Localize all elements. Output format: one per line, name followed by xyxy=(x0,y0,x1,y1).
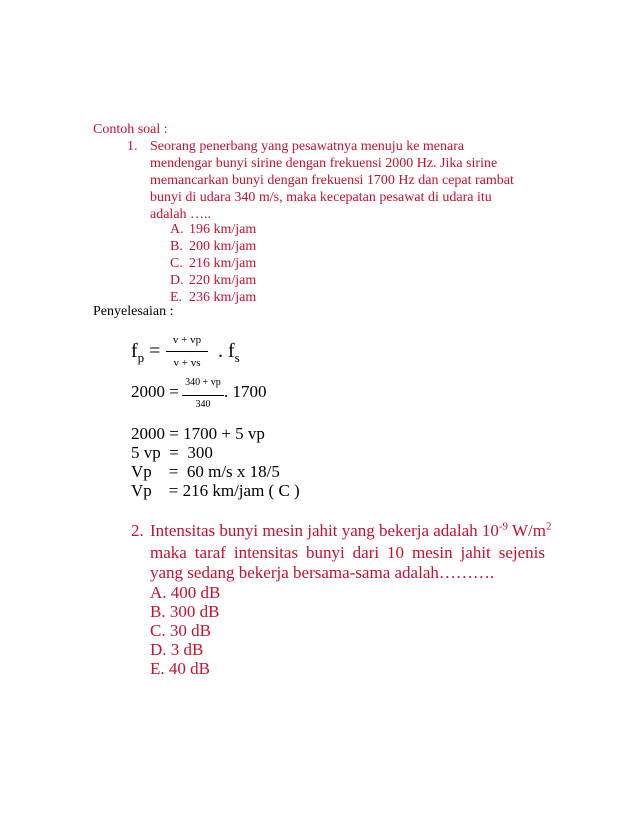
q1-option-letter: B. xyxy=(170,239,183,254)
formula-denominator: v + vs xyxy=(173,357,201,369)
q1-option-letter: D. xyxy=(170,273,184,288)
q2-line-2: maka taraf intensitas bunyi dari 10 mesin jahit sejenis xyxy=(150,543,545,562)
q1-option-text: 200 km/jam xyxy=(189,239,257,254)
q1-option-letter: A. xyxy=(170,222,184,237)
q2-option: E. 40 dB xyxy=(150,659,210,678)
formula-fraction xyxy=(166,334,208,374)
step1-rhs: . 1700 xyxy=(224,382,267,401)
q1-option-letter: E. xyxy=(170,290,183,305)
q1-option-letter: C. xyxy=(170,256,183,271)
q2-option: D. 3 dB xyxy=(150,640,204,659)
formula-lhs: $f_p$ = xyxy=(131,340,161,365)
q1-line-2: mendengar bunyi sirine dengan frekuensi 2000 Hz. Jika sirine xyxy=(150,156,498,171)
step1-fraction xyxy=(182,377,224,413)
q1-option-text: 196 km/jam xyxy=(189,222,257,237)
step-line: Vp = 216 km/jam ( C ) xyxy=(131,481,300,500)
q2-number: 2. xyxy=(131,521,144,540)
section-title: Contoh soal : xyxy=(93,122,168,137)
q2-option: B. 300 dB xyxy=(150,602,220,621)
q1-number: 1. xyxy=(127,139,138,154)
q1-option-text: 216 km/jam xyxy=(189,256,257,271)
step-line: 5 vp = 300 xyxy=(131,443,213,462)
q2-option: A. 400 dB xyxy=(150,583,221,602)
fraction-bar xyxy=(166,351,208,352)
q1-line-3: memancarkan bunyi dengan frekuensi 1700 Hz dan cepat rambat xyxy=(150,173,514,188)
q1-option-text: 236 km/jam xyxy=(189,290,257,305)
q2-option: C. 30 dB xyxy=(150,621,211,640)
q1-line-4: bunyi di udara 340 m/s, maka kecepatan pesawat di udara itu xyxy=(150,190,492,205)
q1-line-5: adalah ….. xyxy=(150,207,212,222)
formula-numerator: v + vp xyxy=(172,334,202,346)
formula-rhs: . $f_s$ xyxy=(218,340,240,365)
q1-line-1: Seorang penerbang yang pesawatnya menuju ke menara xyxy=(150,139,465,154)
step-line: 2000 = 1700 + 5 vp xyxy=(131,424,265,443)
step1-numerator: 340 + vp xyxy=(185,377,221,388)
step1-lhs: 2000 = xyxy=(131,382,179,401)
solution-label: Penyelesaian : xyxy=(93,304,174,319)
step-line: Vp = 60 m/s x 18/5 xyxy=(131,462,280,481)
q1-option-text: 220 km/jam xyxy=(189,273,257,288)
q2-line-3: yang sedang bekerja bersama-sama adalah………. xyxy=(150,563,495,582)
fraction-bar xyxy=(182,395,224,396)
step1-denominator: 340 xyxy=(195,399,211,410)
q2-line-1: Intensitas bunyi mesin jahit yang bekerja adalah $10^{-9}$ $W/m^2$ xyxy=(150,520,552,540)
